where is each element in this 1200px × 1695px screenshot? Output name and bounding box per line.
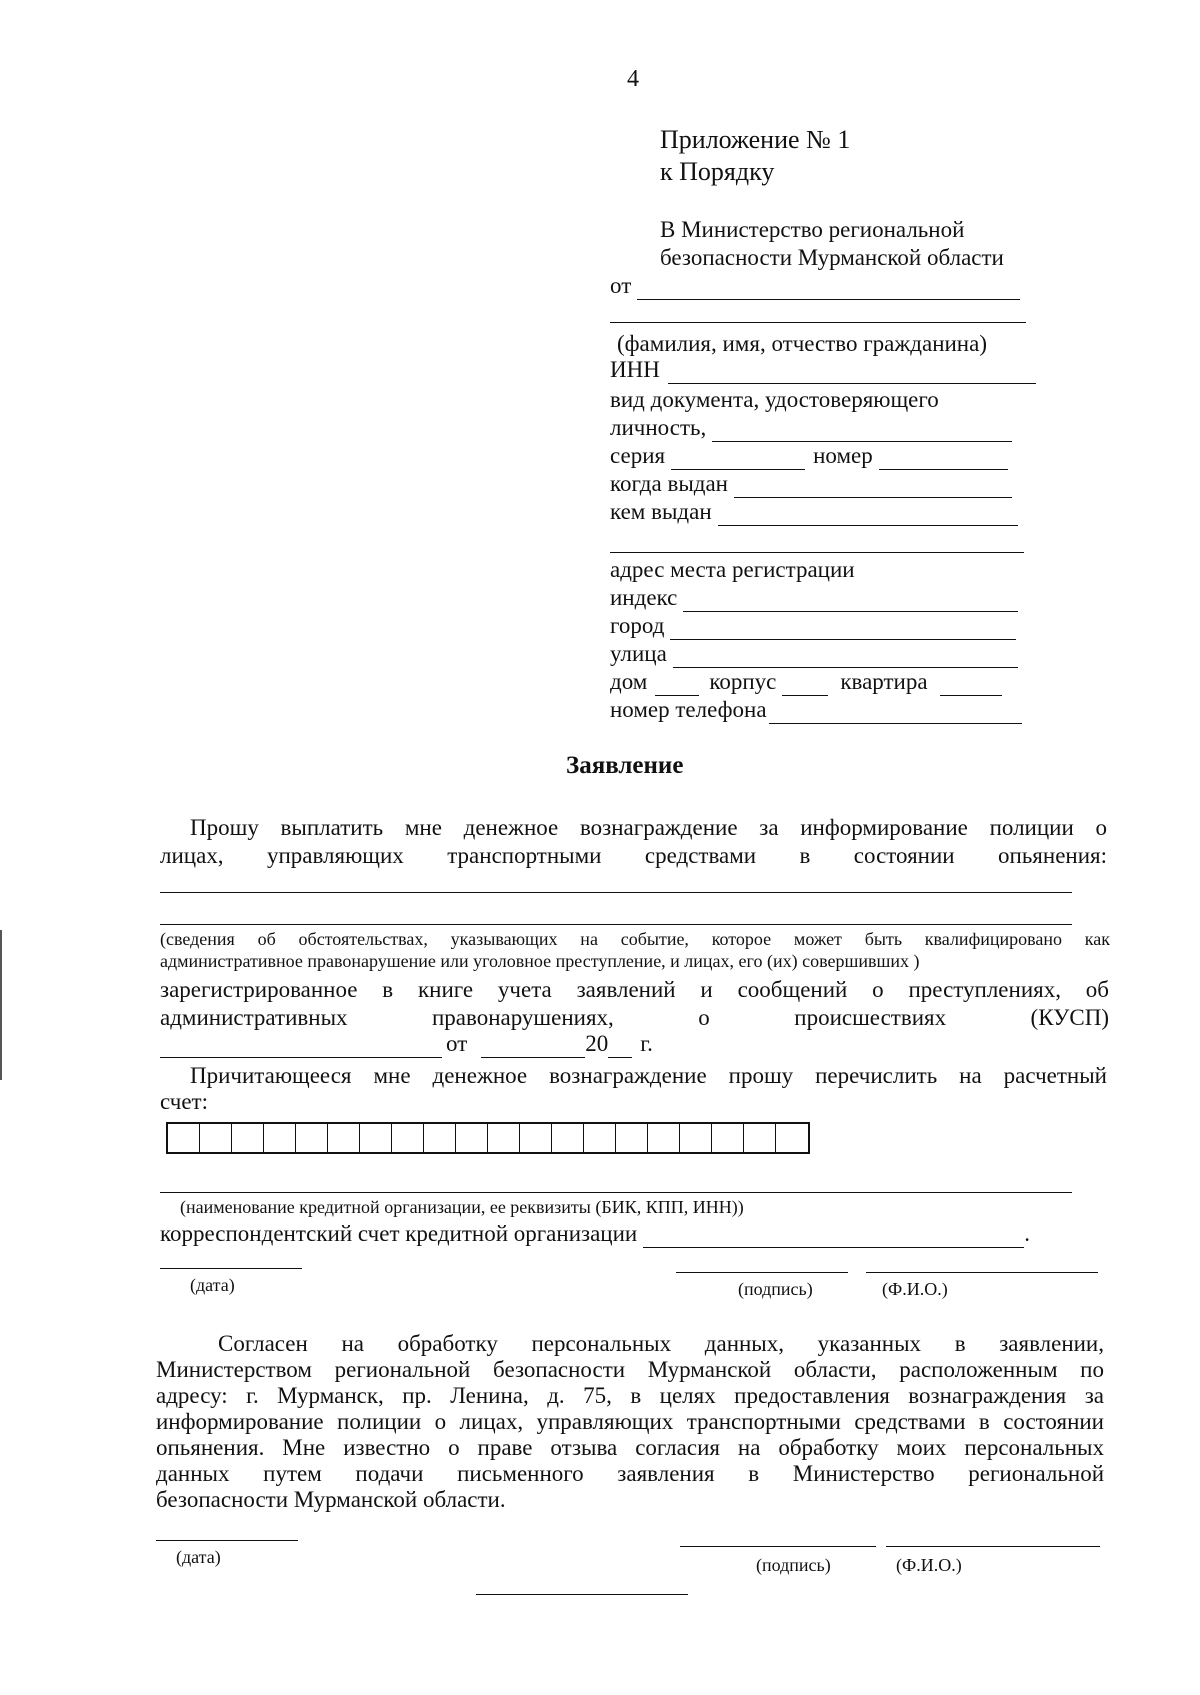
signature-field-2[interactable] <box>680 1546 876 1547</box>
inn-label: ИНН <box>610 357 660 382</box>
index-row <box>610 584 1018 612</box>
phone-label: номер телефона <box>610 697 767 722</box>
date-field-2[interactable] <box>156 1540 298 1541</box>
apartment-label: квартира <box>840 669 928 694</box>
inn-field[interactable] <box>668 363 1036 384</box>
appendix-line1: Приложение № 1 <box>660 125 851 154</box>
issued-by-continuation-field[interactable] <box>610 552 1024 553</box>
issued-when-field[interactable] <box>734 477 1012 498</box>
kusp-number-field[interactable] <box>160 1037 442 1058</box>
date-label-1: (дата) <box>190 1275 235 1295</box>
date-field-1[interactable] <box>160 1268 302 1269</box>
series-row <box>610 442 1008 470</box>
house-label: дом <box>610 669 648 694</box>
addressee <box>660 216 1004 272</box>
street-row <box>610 640 1018 668</box>
fullname-label-1: (Ф.И.О.) <box>882 1279 948 1299</box>
account-digit-box[interactable] <box>392 1124 424 1152</box>
registered-line2: административных правонарушениях, о происшествиях (КУСП) <box>160 1005 1109 1030</box>
consent-line6: данных путем подачи письменного заявления в Министерство региональной <box>156 1461 1104 1486</box>
appendix-line2: к Порядку <box>660 157 775 186</box>
document-title: Заявление <box>566 752 684 779</box>
from-field[interactable] <box>637 279 1020 300</box>
account-digit-box[interactable] <box>552 1124 584 1152</box>
corr-account-end: . <box>1024 1221 1030 1246</box>
inn-row <box>610 356 1036 384</box>
closing-divider <box>476 1594 688 1595</box>
city-field[interactable] <box>670 619 1016 640</box>
corr-account-row <box>160 1220 1030 1248</box>
street-field[interactable] <box>673 647 1018 668</box>
consent-line4: информирование полиции о лицах, управляющих транспортными средствами в состоянии <box>156 1409 1104 1434</box>
account-digit-box[interactable] <box>520 1124 552 1152</box>
kusp-year-suffix: г. <box>640 1031 653 1056</box>
circumstances-field-2[interactable] <box>160 924 1072 925</box>
account-digit-box[interactable] <box>680 1124 712 1152</box>
issued-by-label: кем выдан <box>610 499 712 524</box>
issued-when-row <box>610 470 1012 498</box>
name-continuation-field[interactable] <box>610 322 1026 323</box>
page-number: 4 <box>627 66 639 92</box>
account-digit-box[interactable] <box>264 1124 296 1152</box>
account-digit-box[interactable] <box>584 1124 616 1152</box>
signature-label-2: (подпись) <box>756 1555 831 1575</box>
doc-type-row <box>610 414 1012 442</box>
corr-account-field[interactable] <box>643 1227 1024 1248</box>
house-field[interactable] <box>655 675 699 696</box>
kusp-year-field[interactable] <box>608 1037 632 1058</box>
registered-line1: зарегистрированное в книге учета заявлений и сообщений о преступлениях, об <box>160 977 1109 1002</box>
kusp-date-field[interactable] <box>481 1037 585 1058</box>
scan-edge-mark <box>0 930 2 1080</box>
account-digit-box[interactable] <box>232 1124 264 1152</box>
issued-by-field[interactable] <box>718 505 1018 526</box>
payment-line1: Причитающееся мне денежное вознаграждение прошу перечислить на расчетный <box>190 1063 1107 1088</box>
account-digit-box[interactable] <box>328 1124 360 1152</box>
account-digit-box[interactable] <box>616 1124 648 1152</box>
number-field[interactable] <box>879 449 1008 470</box>
account-digit-box[interactable] <box>200 1124 232 1152</box>
signature-field-1[interactable] <box>676 1272 848 1273</box>
payment-line2: счет: <box>160 1089 208 1114</box>
account-number-boxes[interactable] <box>166 1122 810 1154</box>
account-digit-box[interactable] <box>744 1124 776 1152</box>
from-label: от <box>610 273 632 298</box>
city-row <box>610 612 1016 640</box>
from-row <box>610 272 1020 300</box>
house-row <box>610 668 1002 696</box>
kusp-row <box>160 1030 680 1058</box>
consent-line1: Согласен на обработку персональных данных, указанных в заявлении, <box>218 1331 1104 1356</box>
number-label: номер <box>813 443 873 468</box>
account-digit-box[interactable] <box>360 1124 392 1152</box>
index-field[interactable] <box>683 591 1018 612</box>
circumstances-field-1[interactable] <box>160 892 1072 893</box>
appendix-title <box>660 124 850 188</box>
circumstances-caption-line1: (сведения об обстоятельствах, указывающих на событие, которое может быть квалифицировано как <box>160 929 1110 949</box>
signature-label-1: (подпись) <box>738 1279 813 1299</box>
account-digit-box[interactable] <box>488 1124 520 1152</box>
consent-line3: адресу: г. Мурманск, пр. Ленина, д. 75, в целях предоставления вознаграждения за <box>156 1383 1104 1408</box>
consent-line5: опьянения. Мне известно о праве отзыва согласия на обработку моих персональных <box>156 1435 1104 1460</box>
date-label-2: (дата) <box>176 1547 221 1567</box>
consent-line7: безопасности Мурманской области. <box>156 1487 506 1512</box>
doc-type-label <box>610 386 939 414</box>
doc-type-line2: личность, <box>610 415 707 440</box>
kusp-year-prefix: 20 <box>585 1031 609 1056</box>
addressee-line2: безопасности Мурманской области <box>660 245 1004 270</box>
account-digit-box[interactable] <box>648 1124 680 1152</box>
building-label: корпус <box>709 669 777 694</box>
doc-type-line1: вид документа, удостоверяющего <box>610 387 939 412</box>
phone-field[interactable] <box>769 703 1022 724</box>
account-digit-box[interactable] <box>712 1124 744 1152</box>
issued-by-row <box>610 498 1018 526</box>
series-label: серия <box>610 443 666 468</box>
account-digit-box[interactable] <box>168 1124 200 1152</box>
request-line2: лицах, управляющих транспортными средствами в состоянии опьянения: <box>160 843 1107 868</box>
circumstances-caption-line2: административное правонарушение или уголовное преступление, и лицах, его (их) совершивших ) <box>160 951 920 971</box>
corr-account-label: корреспондентский счет кредитной организации <box>160 1221 638 1246</box>
fullname-field-2[interactable] <box>886 1546 1100 1547</box>
city-label: город <box>610 613 665 638</box>
name-caption: (фамилия, имя, отчество гражданина) <box>617 331 987 356</box>
account-digit-box[interactable] <box>296 1124 328 1152</box>
street-label: улица <box>610 641 667 666</box>
phone-row <box>610 696 1022 724</box>
fullname-label-2: (Ф.И.О.) <box>896 1555 962 1575</box>
consent-line2: Министерством региональной безопасности Мурманской области, расположенным по <box>156 1357 1104 1382</box>
building-field[interactable] <box>782 675 828 696</box>
apartment-field[interactable] <box>940 675 1002 696</box>
issued-when-label: когда выдан <box>610 471 728 496</box>
account-digit-box[interactable] <box>424 1124 456 1152</box>
bank-name-field[interactable] <box>160 1192 1072 1193</box>
index-label: индекс <box>610 585 678 610</box>
account-digit-box[interactable] <box>456 1124 488 1152</box>
account-digit-box[interactable] <box>776 1124 808 1152</box>
doc-type-field[interactable] <box>712 421 1012 442</box>
address-heading: адрес места регистрации <box>610 557 855 582</box>
series-field[interactable] <box>671 449 805 470</box>
bank-caption: (наименование кредитной организации, ее реквизиты (БИК, КПП, ИНН)) <box>180 1197 744 1217</box>
addressee-line1: В Министерство региональной <box>660 217 965 242</box>
kusp-from-label: от <box>446 1031 468 1056</box>
request-line1: Прошу выплатить мне денежное вознаграждение за информирование полиции о <box>190 815 1107 840</box>
fullname-field-1[interactable] <box>866 1272 1098 1273</box>
